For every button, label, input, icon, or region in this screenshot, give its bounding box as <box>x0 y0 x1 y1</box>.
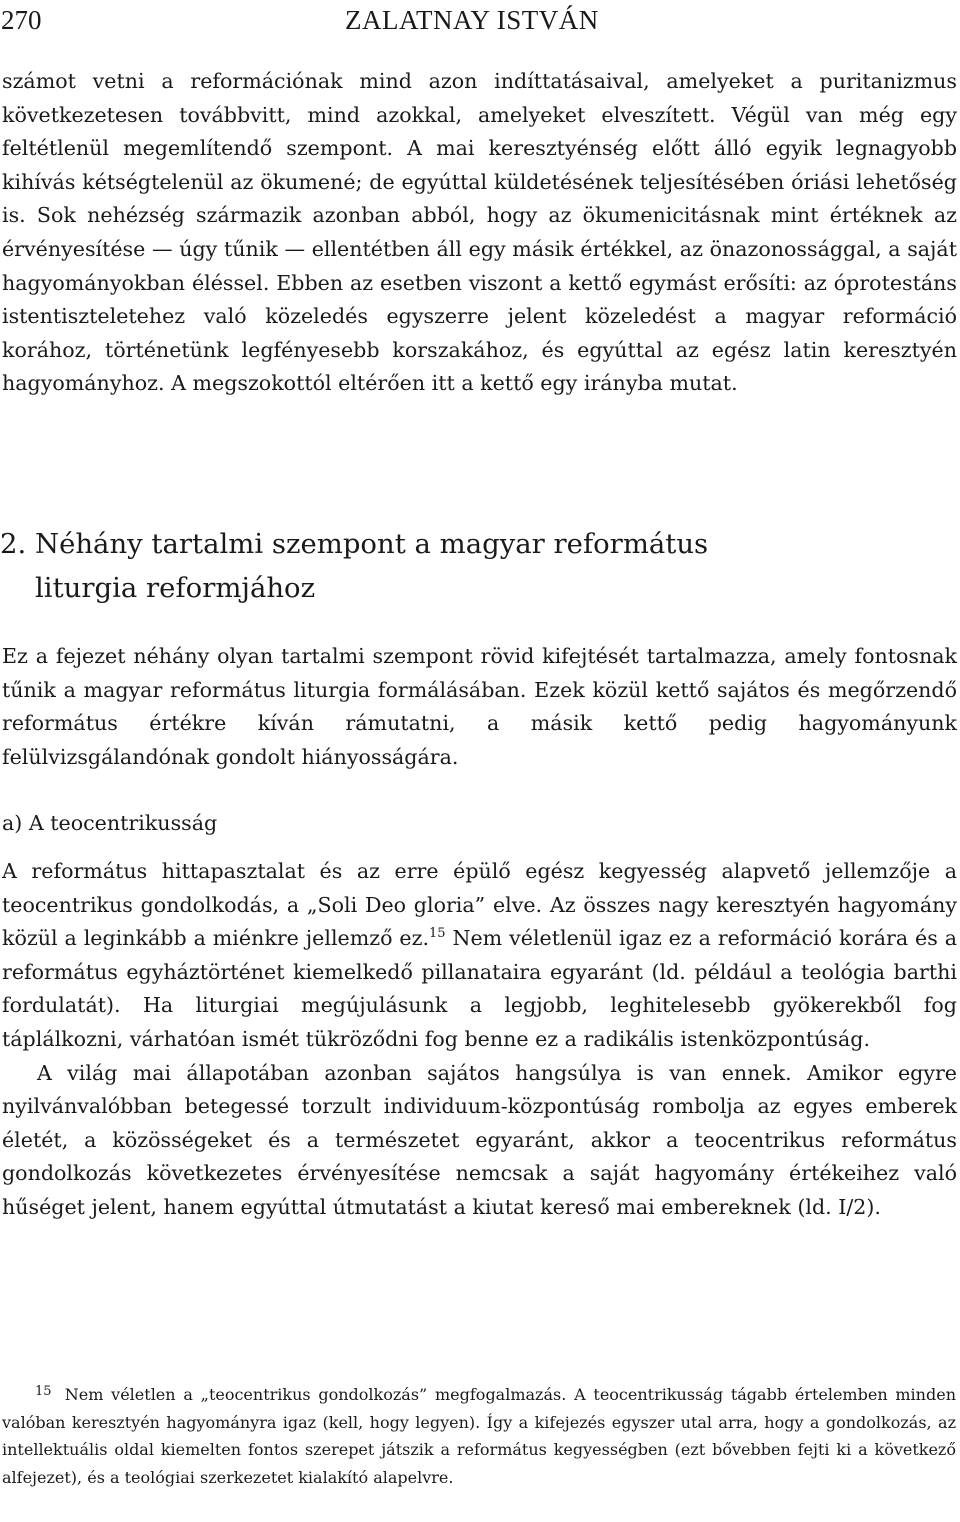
p1-text-after-ref: Nem véletlenül igaz ez a reformáció korára és a református egyháztörténet kiemelkedő pillanataira egyaránt (ld. például a teológia barthi fordulatát). Ha liturgiai megújulásunk a legjobb, leghitelesebb gyökerekből fog táplálkozni, várhatóan ismét tükröződni fog benne ez a radikális istenközpontúság. <box>2 926 957 1051</box>
section-intro-text <box>2 640 957 774</box>
section-title-line2: liturgia reformjához <box>35 572 316 604</box>
footnote-reference[interactable]: 15 <box>429 926 446 942</box>
subsection-a-paragraph-2: A világ mai állapotában azonban sajátos hangsúlya is van ennek. Amikor egyre nyilvánvalóbban betegessé torzult individuum-központúság rombolja az egyes emberek életét, a közösségeket és a természetet egyaránt, akkor a teocentrikus református gondolkozás következetes érvényesítése nemcsak a saját hagyomány értékeihez való hűséget jelent, hanem egyúttal útmutatást a kiutat kereső mai embereknek (ld. I/2). <box>2 1060 957 1219</box>
running-head <box>0 4 960 36</box>
running-title: ZALATNAY ISTVÁN <box>345 5 599 35</box>
p1-text-before-ref: A református hittapasztalat és az erre épülő egész kegyesség alapvető jellemzője a teocentrikus gondolkodás, a „Soli Deo gloria” elve. Az összes nagy keresztyén hagyomány közül a leginkább a miénkre jellemző ez. <box>2 859 957 951</box>
section-number: 2. <box>0 528 27 560</box>
footnote: 15 Nem véletlen a „teocentrikus gondolkozás” megfogalmazás. A teocentrikusság tágabb értelemben minden valóban keresztyén hagyományra igaz (kell, hogy legyen). Így a kifejezés egyszer utal arra, hogy a gondolkozás, az intellektuális oldal kiemelten fontos szerepet játszik a református kegyességben (ezt bővebben fejti ki a következő alfejezet), és a teológiai szerkezetet kialakító alapelvre. <box>2 1384 956 1487</box>
section-intro-paragraph: Ez a fejezet néhány olyan tartalmi szempont rövid kifejtését tartalmazza, amely fontosnak tűnik a magyar református liturgia formálásában. Ezek közül kettő sajátos és megőrzendő református értékre kíván rámutatni, a másik kettő pedig hagyományunk felülvizsgálandónak gondolt hiányosságára. <box>2 644 957 769</box>
page-number: 270 <box>1 5 42 35</box>
subsection-heading: a) A teocentrikusság <box>2 811 218 835</box>
section-title-line1: Néhány tartalmi szempont a magyar református <box>35 528 709 560</box>
subsection-a-text <box>2 855 957 1225</box>
subsection-a-paragraph-1 <box>2 855 957 1057</box>
intro-text <box>2 65 957 401</box>
intro-paragraph: számot vetni a reformációnak mind azon indíttatásaival, amelyeket a puritanizmus következetesen továbbvitt, mind azokkal, amelyeket elveszített. Végül van még egy feltétlenül megemlítendő szempont. A mai keresztyénség előtt álló egyik legnagyobb kihívás kétségtelenül az ökumené; de egyúttal küldetésének teljesítésében óriási lehetőség is. Sok nehézség származik azonban abból, hogy az ökumenicitásnak mint értéknek az érvényesítése — úgy tűnik — ellentétben áll egy másik értékkel, az önazonossággal, a saját hagyományokban éléssel. Ebben az esetben viszont a kettő egymást erősíti: az óprotestáns istentiszteletehez való közeledés egyszerre jelent közeledést a magyar reformáció korához, történetünk legfényesebb korszakához, és egyúttal az egész latin keresztyén hagyományhoz. A megszokottól eltérően itt a kettő egy irányba mutat. <box>2 69 957 396</box>
footnote-text: Nem véletlen a „teocentrikus gondolkozás” megfogalmazás. A teocentrikusság tágabb értelemben minden valóban keresztyén hagyományra igaz (kell, hogy legyen). Így a kifejezés egyszer utal arra, hogy a gondolkozás, az intellektuális oldal kiemelten fontos szerepet játszik a református kegyességben (ezt bővebben fejti ki a következő alfejezet), és a teológiai szerkezetet kialakító alapelvre. <box>2 1385 956 1487</box>
section-heading <box>0 522 708 610</box>
